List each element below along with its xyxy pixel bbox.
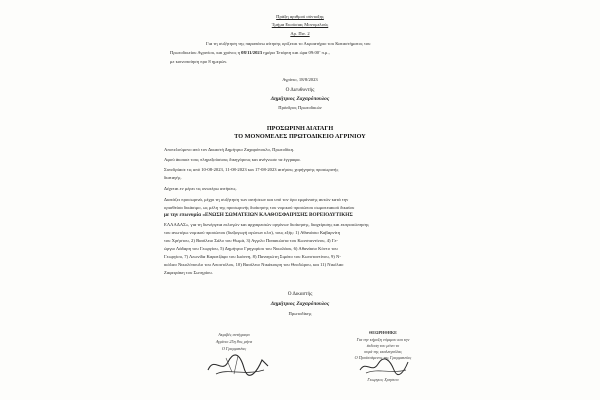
judge-title: Ο Δικαστής bbox=[287, 291, 313, 297]
order-paragraph-3b: διαταγής. bbox=[164, 175, 182, 180]
order-paragraph-3a: Συνεδρίασε τις από 10-08-2023, 11-08-2023 και 17-08-2023 αιτήσεις χορήγησης προσωρινής bbox=[164, 167, 339, 172]
hearing-line-2: Πρωτοδικείου Αγρινίου, και χρόνος η 08/11/2023 ημέρα Τετάρτη και ώρα 09:00’ π.μ., bbox=[170, 50, 330, 55]
place-date: Αγρίνιο, 18/8/2023 bbox=[282, 77, 318, 82]
stamp-line: Ακριβές αντίγραφο bbox=[218, 332, 250, 337]
body-line: Ζαφειράκη του Σωτηρίου. bbox=[164, 270, 213, 275]
director-role: Πρόεδρος Πρωτοδικών bbox=[278, 105, 322, 110]
approval-stamp bbox=[328, 328, 438, 388]
order-paragraph-1: Αποτελούμενο από τον Δικαστή Δημήτριο Ζαχαρόπουλο, Πρωτοδίκη. bbox=[164, 147, 295, 152]
stamp-line: ουρά της εκαλειγούλας bbox=[364, 349, 402, 354]
order-title: ΠΡΟΣΩΡΙΝΗ ΔΙΑΤΑΓΗ bbox=[266, 125, 334, 132]
certified-copy-stamp bbox=[196, 328, 282, 382]
body-line: Γεωργίου, 7) Λεωνίδα Καρατζάφο του Ιωάννη, 8) Παναγιώτη Σιμάτο του Κωνσταντίνου, 9) Ν- bbox=[164, 254, 341, 259]
body-line: ΕΛΛΑΔΑΣ», για τη διενέργεια εκλογών και αρχαιρεσιών οργάνων διοίκησης, διαχείρισης και εκπροσώπησης bbox=[164, 222, 369, 227]
body-line: ικόλαο Νικολόπουλο του Αποστόλου, 10) Βασίλειο Νικάκουρη του Θεοδώρου, και 11) Νικόλαο bbox=[164, 262, 344, 267]
body-line: Διατάζει προσωρινά, μέχρι τη συζήτηση των αιτήσεων και υπό τον όρο εμφάνισης αυτών κατά την bbox=[164, 197, 349, 202]
hearing-line-1: Για τη συζήτηση της παραπάνω αίτησης ορίζεται το Ακροατήριο του Καταστήματος του bbox=[206, 41, 371, 46]
body-line: του Χρήστου, 2) Βασίλειο Σάλο του Θωμά, 3) Αγγελο Παπακώστα του Κωνσταντίνου, 4) Γε- bbox=[164, 238, 338, 243]
judge-name: Δημήτριος Ζαχαρόπουλος bbox=[270, 301, 330, 307]
department-label: Τμήμα Εκούσιας Μονομελούς bbox=[271, 22, 329, 27]
body-line: ορισθείσα δικάσιμο, ως μέλη της προσωρινής διοίκησης του νομικού προσώπου σωματειακού δικαίου bbox=[164, 205, 355, 210]
director-title: Ο Διευθυντής bbox=[285, 87, 315, 93]
body-line: του ανωτέρω νομικού προσώπου (διεξαγωγή αγώνων κλπ), τους εξής: 1) Αθανάσιο Καβαρνίτη bbox=[164, 230, 341, 235]
body-line: ώργιο Λάδαρη του Γεωργίου, 5) Δημήτριο Γρηγορίου του Νικολάου, 6) Αθανάσιο Κόντο του bbox=[164, 246, 338, 251]
stamp-title: ΘΕΩΡΗΘΗΚΕ bbox=[369, 330, 397, 335]
stamp-line: Αγρίνιο 25η 8ος μήνα bbox=[215, 339, 253, 344]
act-number-label: Πράξη αριθμού σύνταξης bbox=[276, 14, 324, 19]
body-line: με την επωνυμία «ΕΝΩΣΗ ΣΩΜΑΤΕΙΩΝ ΚΛΑΘΟΣΦΑΙΡΙΣΗΣ ΒΟΡΕΙΟΔΥΤΙΚΗΣ bbox=[164, 212, 353, 218]
director-name: Δημήτριος Ζαχαρόπουλος bbox=[270, 96, 330, 102]
order-paragraph-2: Αφού άκουσε τους πληρεξούσιους δικηγόρους και ανέγνωσε τα έγγραφα. bbox=[164, 157, 301, 162]
stamp-line: έκδοση του μόνο το bbox=[366, 343, 400, 348]
handwritten-signature-icon bbox=[356, 358, 412, 376]
order-paragraph-4: Δέχεται εν μέρει τις ανωτέρω αιτήσεις. bbox=[164, 186, 237, 191]
stamp-line: Για την κήρυξη νόμιμου και την bbox=[356, 337, 410, 342]
judge-role: Πρωτοδίκης bbox=[288, 311, 312, 316]
stamp-line: Ο Προϊστάμενος της Γραμματείας bbox=[354, 355, 412, 360]
stamp-signer: Γεωργιος Χρηστου bbox=[367, 377, 399, 382]
hearing-line-3: με κοινοποίηση προ 8 ημερών. bbox=[170, 59, 228, 64]
court-title: ΤΟ ΜΟΝΟΜΕΛΕΣ ΠΡΩΤΟΔΙΚΕΙΟ ΑΓΡΙΝΙΟΥ bbox=[234, 133, 366, 140]
stamp-line: Ο Γραμματέας bbox=[221, 346, 247, 351]
table-number: Αρ. Πιν. 2 bbox=[290, 31, 310, 36]
handwritten-signature-icon bbox=[204, 352, 274, 378]
hearing-date: 08/11/2023 bbox=[241, 50, 263, 55]
